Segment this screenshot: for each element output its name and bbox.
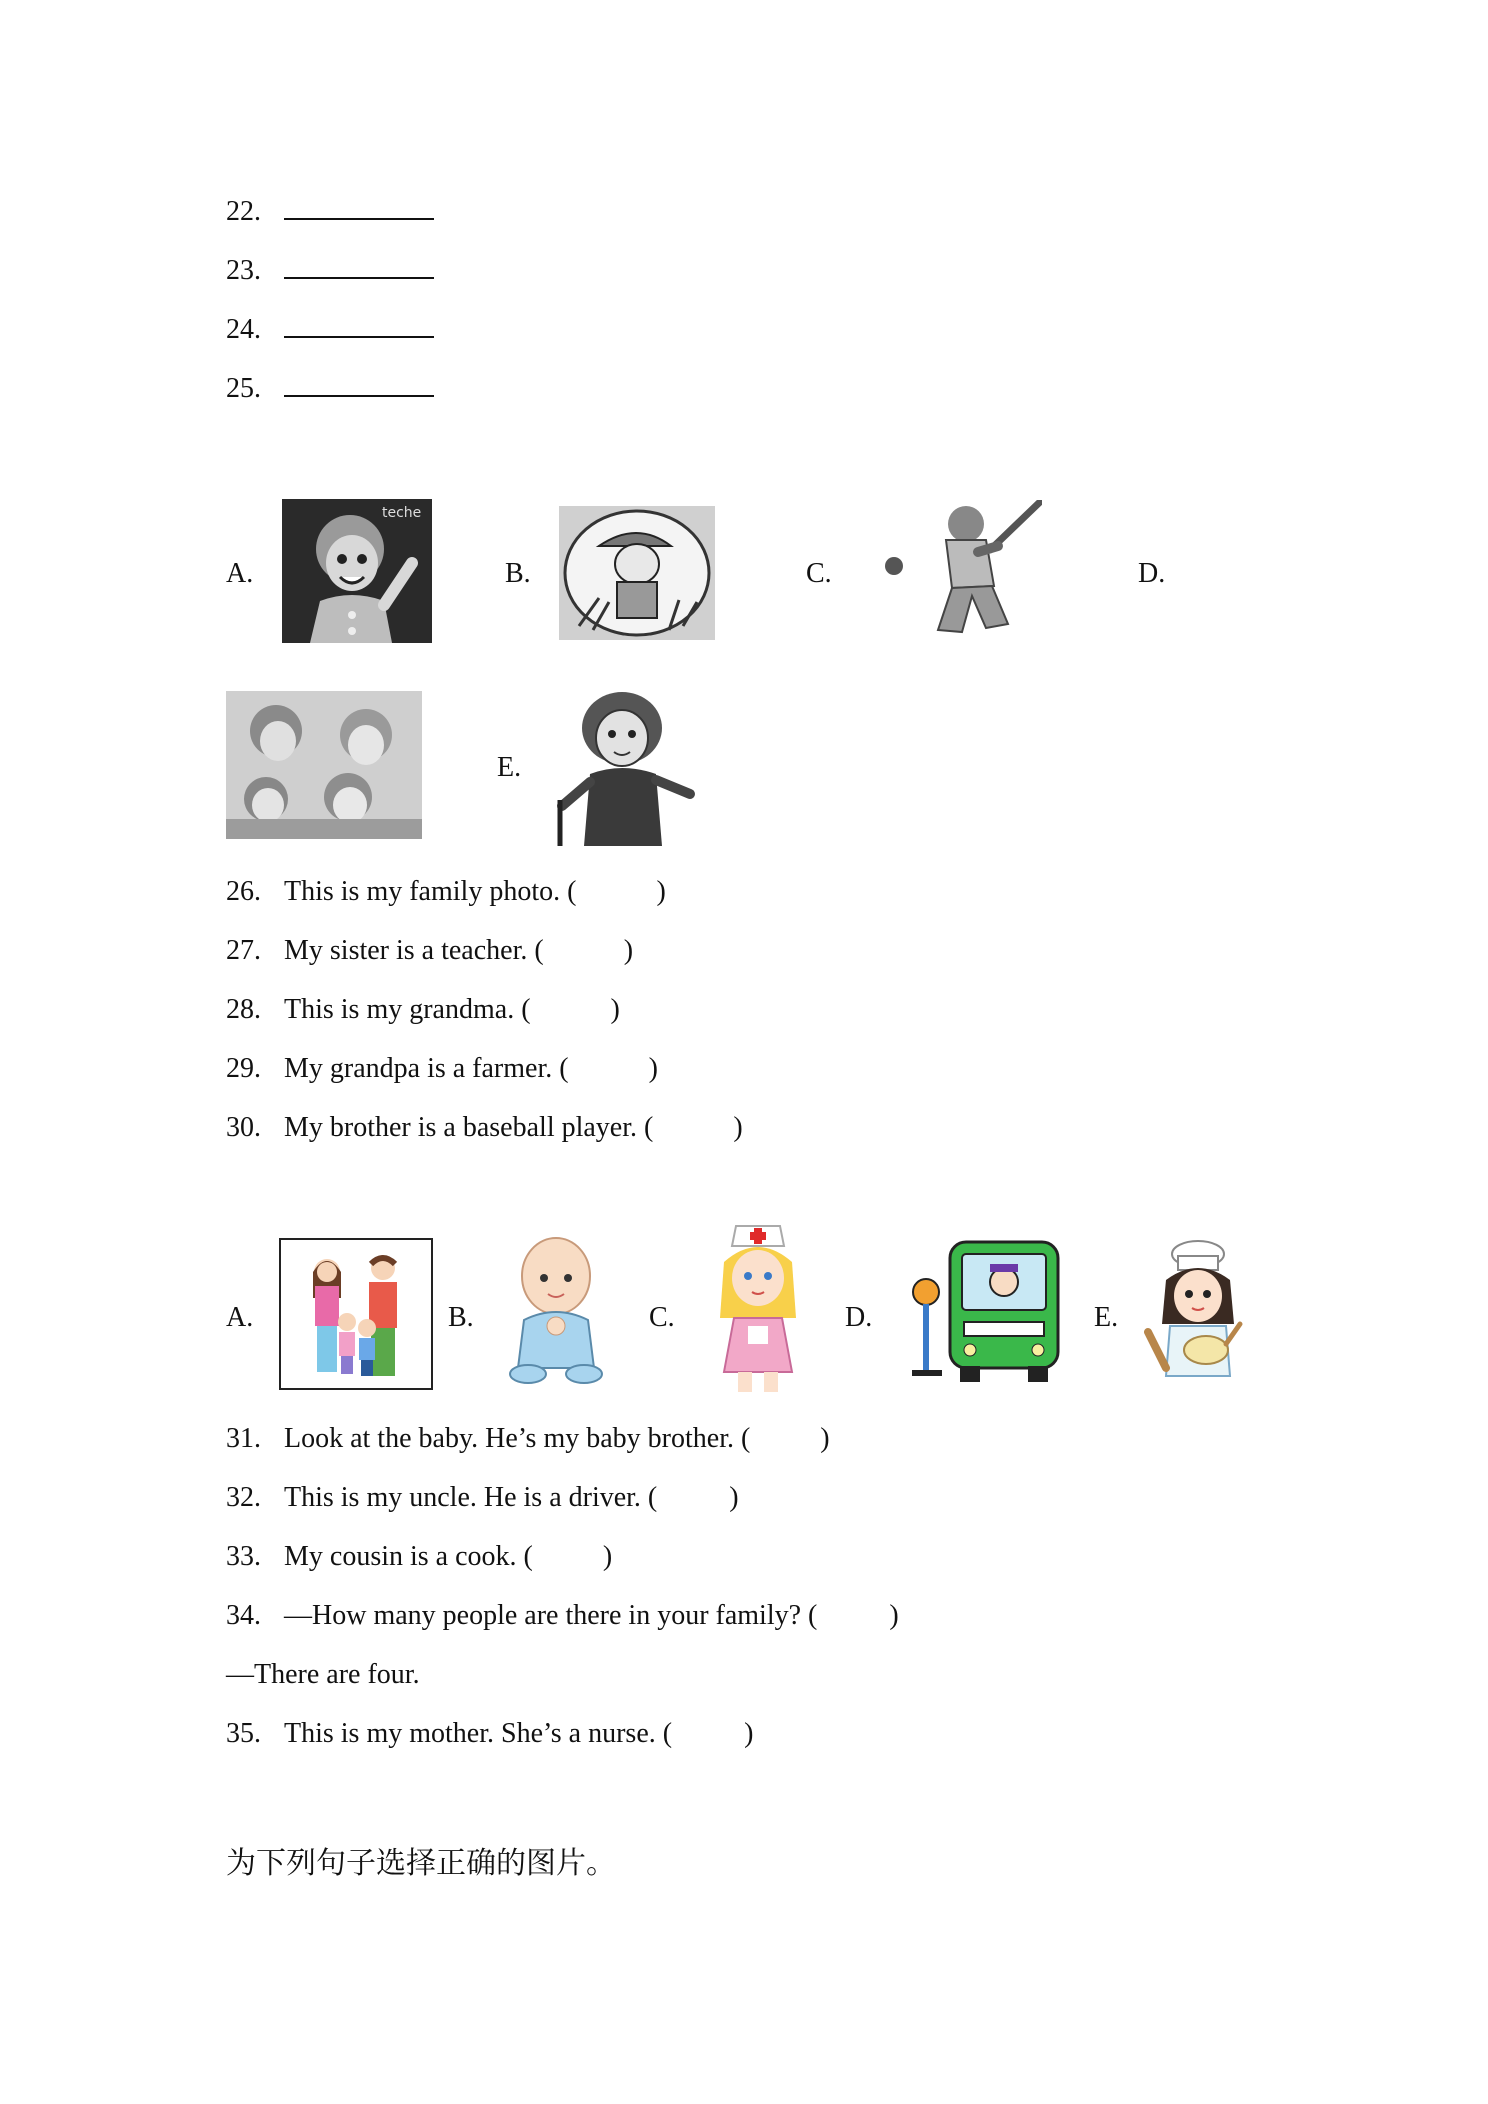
svg-text:teche: teche	[382, 505, 422, 521]
option-letter-a: A.	[226, 1302, 254, 1333]
question-number: 22.	[226, 196, 261, 227]
close-paren: )	[729, 1482, 739, 1513]
question-35	[226, 1716, 753, 1752]
bus-driver-picture	[904, 1236, 1064, 1384]
question-text: This is my uncle. He is a driver. (	[284, 1482, 658, 1513]
question-text: Look at the baby. He’s my baby brother. (	[284, 1423, 751, 1454]
blank-line-24	[226, 310, 434, 348]
baseball-player-picture	[882, 500, 1042, 640]
close-paren: )	[623, 935, 634, 966]
question-number: 31.	[226, 1423, 261, 1454]
option-letter-b: B.	[448, 1302, 474, 1333]
baby-picture	[506, 1232, 606, 1388]
close-paren: )	[602, 1541, 613, 1572]
option-letter-e: E.	[1094, 1302, 1119, 1333]
nurse-picture	[708, 1222, 808, 1398]
close-paren: )	[656, 876, 666, 907]
family-of-four-picture	[279, 1238, 433, 1390]
close-paren: )	[610, 994, 620, 1025]
question-text: —How many people are there in your family? (	[284, 1600, 818, 1631]
question-32	[226, 1480, 739, 1516]
close-paren: )	[733, 1112, 743, 1143]
question-text: My sister is a teacher. (	[284, 935, 544, 966]
question-text: This is my mother. She’s a nurse. (	[284, 1718, 673, 1749]
question-31	[226, 1421, 830, 1457]
question-33	[226, 1539, 612, 1575]
question-number: 35.	[226, 1718, 261, 1749]
question-26	[226, 874, 666, 910]
question-number: 28.	[226, 994, 261, 1025]
question-number: 30.	[226, 1112, 261, 1143]
option-letter-d: D.	[1138, 558, 1166, 589]
option-letter-c: C.	[806, 558, 832, 589]
answer-blank[interactable]	[284, 251, 434, 279]
option-letter-b: B.	[505, 558, 531, 589]
question-number: 34.	[226, 1600, 261, 1631]
blank-line-25	[226, 369, 434, 407]
question-34	[226, 1598, 899, 1634]
question-number: 32.	[226, 1482, 261, 1513]
option-letter-e: E.	[497, 752, 522, 783]
question-text: My grandpa is a farmer. (	[284, 1053, 569, 1084]
dialogue-answer-text: —There are four.	[226, 1659, 420, 1690]
blank-line-22	[226, 192, 434, 230]
cook-picture	[1144, 1240, 1250, 1382]
close-paren: )	[889, 1600, 899, 1631]
teacher-at-chalkboard-picture	[280, 497, 434, 645]
question-number: 25.	[226, 373, 261, 404]
option-letter-c: C.	[649, 1302, 675, 1333]
family-photo-picture	[226, 691, 422, 839]
section-instruction: 为下列句子选择正确的图片。	[226, 1846, 616, 1881]
close-paren: )	[648, 1053, 658, 1084]
option-letter-d: D.	[845, 1302, 873, 1333]
question-number: 33.	[226, 1541, 261, 1572]
question-text: This is my grandma. (	[284, 994, 531, 1025]
question-28	[226, 992, 620, 1028]
question-number: 27.	[226, 935, 261, 966]
question-number: 26.	[226, 876, 261, 907]
answer-blank[interactable]	[284, 192, 434, 220]
question-text: My cousin is a cook. (	[284, 1541, 533, 1572]
question-text: This is my family photo. (	[284, 876, 577, 907]
answer-blank[interactable]	[284, 310, 434, 338]
question-text: My brother is a baseball player. (	[284, 1112, 654, 1143]
question-29	[226, 1051, 658, 1087]
answer-line-34	[226, 1657, 420, 1693]
close-paren: )	[744, 1718, 754, 1749]
blank-line-23	[226, 251, 434, 289]
answer-blank[interactable]	[284, 369, 434, 397]
question-30	[226, 1110, 743, 1146]
question-27	[226, 933, 633, 969]
option-letter-a: A.	[226, 558, 254, 589]
grandma-with-cane-picture	[540, 690, 706, 846]
question-number: 29.	[226, 1053, 261, 1084]
farmer-in-field-picture	[559, 506, 715, 640]
question-number: 23.	[226, 255, 261, 286]
close-paren: )	[820, 1423, 830, 1454]
question-number: 24.	[226, 314, 261, 345]
